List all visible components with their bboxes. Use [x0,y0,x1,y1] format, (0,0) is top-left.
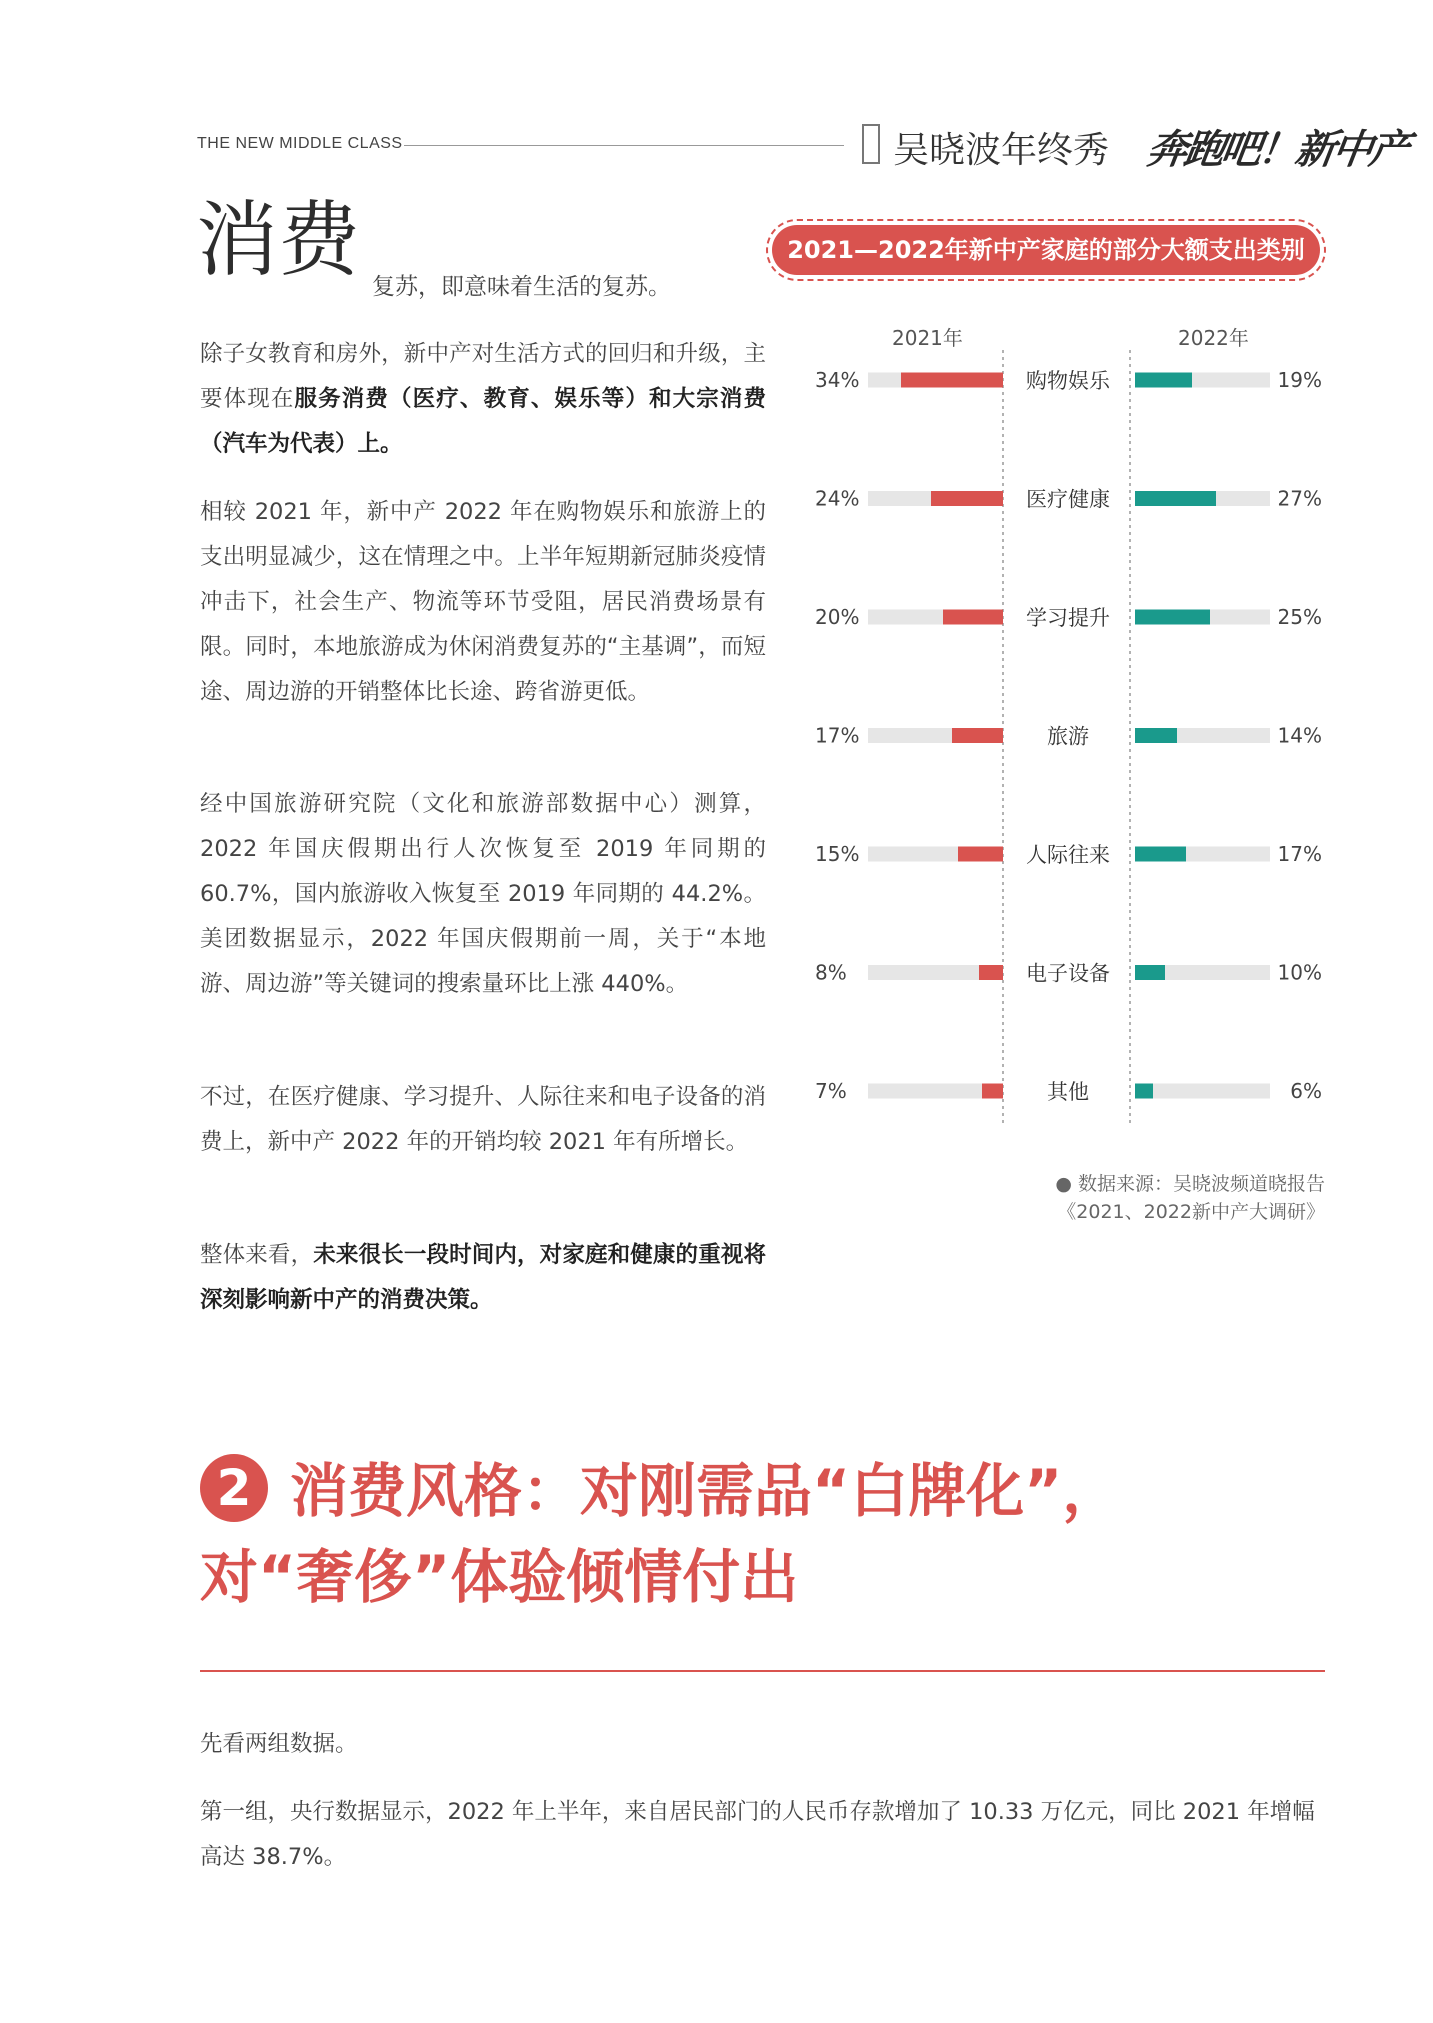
category-label: 医疗健康 [1026,487,1110,512]
source-bullet-icon: ● [1055,1173,1078,1195]
bar-2022 [1135,1084,1153,1099]
bar-2022 [1135,965,1165,980]
bar-2021 [931,491,1003,506]
header-divider [404,145,844,146]
bar-2021 [901,373,1003,388]
bar-2021 [979,965,1003,980]
bar-chart [800,345,1330,1125]
paragraph-6: 先看两组数据。 [200,1731,358,1757]
category-label: 旅游 [1047,724,1089,749]
section-heading-line-2: 对“奢侈”体验倾情付出 [200,1543,799,1611]
bar-2021 [958,847,1003,862]
legend-2021: 2021年 [892,326,963,350]
paragraph-5-text: 整体来看， [200,1242,314,1268]
value-label-2021: 17% [815,723,860,748]
header-label: THE NEW MIDDLE CLASS [197,135,403,152]
bar-2022 [1135,610,1210,625]
source-line-2: 《2021、2022新中产大调研》 [1057,1201,1325,1223]
bar-2021 [982,1084,1003,1099]
category-label: 学习提升 [1026,606,1110,630]
category-label: 电子设备 [1026,961,1110,986]
value-label-2022: 17% [1277,842,1322,866]
bar-2021 [952,728,1003,743]
chart-title: 2021—2022年新中产家庭的部分大额支出类别 [772,225,1320,275]
value-label-2021: 15% [815,842,860,866]
chart-source [1010,1170,1325,1226]
paragraph-4: 不过，在医疗健康、学习提升、人际往来和电子设备的消费上，新中产 2022 年的开销均较 2021 年有所增长。 [200,1084,766,1155]
bar-2022 [1135,728,1177,743]
intro-big-word: 消费 [196,193,361,288]
value-label-2022: 19% [1277,368,1322,392]
paragraph-1-text: 除子女教育和房外，新中产对生活方式的回归和升级，主要体现在 [200,341,766,412]
paragraph-1 [200,332,766,467]
value-label-2022: 25% [1277,605,1322,629]
header-logo: 奔跑吧！新中产 [1144,126,1410,173]
header-seal-icon [862,124,880,164]
value-label-2021: 20% [815,605,860,629]
category-label: 其他 [1047,1080,1089,1104]
header-title: 吴晓波年终秀 [893,130,1110,171]
bar-2021 [943,610,1003,625]
paragraph-7: 第一组，央行数据显示，2022 年上半年，来自居民部门的人民币存款增加了 10.33 万亿元，同比 2021 年增幅高达 38.7%。 [200,1799,1315,1870]
value-label-2022: 10% [1277,960,1322,985]
category-label: 人际往来 [1026,843,1110,867]
paragraph-3: 经中国旅游研究院（文化和旅游部数据中心）测算，2022 年国庆假期出行人次恢复至 2019 年同期的 60.7%，国内旅游收入恢复至 2019 年同期的 44.2%。美团数据显示，2022 年国庆假期前一周，关于“本地游、周边游”等关键词的搜索量环比上涨 440%。 [200,791,766,997]
value-label-2022: 27% [1277,486,1322,511]
section-heading [200,1448,1320,1620]
legend-2022: 2022年 [1178,326,1249,350]
source-line-1: 数据来源：吴晓波频道晓报告 [1077,1173,1325,1195]
value-label-2022: 14% [1277,723,1322,748]
value-label-2021: 24% [815,486,860,511]
bar-2022 [1135,373,1192,388]
category-label: 购物娱乐 [1026,369,1110,393]
bar-2022 [1135,847,1186,862]
track-2022 [1135,1084,1270,1099]
paragraph-5-bold: 未来很长一段时间内，对家庭和健康的重视将深刻影响新中产的消费决策。 [200,1242,766,1313]
section-number-badge: 2 [200,1454,268,1522]
value-label-2021: 34% [815,368,860,392]
paragraph-1-bold: 服务消费（医疗、教育、娱乐等）和大宗消费（汽车为代表）上。 [200,386,766,457]
intro-rest: 复苏，即意味着生活的复苏。 [372,274,671,300]
value-label-2021: 8% [815,960,847,985]
paragraph-5 [200,1233,766,1323]
section-divider [200,1670,1325,1672]
bar-2022 [1135,491,1216,506]
value-label-2022: 6% [1290,1079,1322,1103]
section-heading-line-1: 消费风格：对刚需品“白牌化”， [290,1457,1121,1525]
paragraph-2: 相较 2021 年，新中产 2022 年在购物娱乐和旅游上的支出明显减少，这在情理之中。上半年短期新冠肺炎疫情冲击下，社会生产、物流等环节受阻，居民消费场景有限。同时，本地旅游成为休闲消费复苏的“主基调”，而短途、周边游的开销整体比长途、跨省游更低。 [200,499,766,705]
value-label-2021: 7% [815,1079,847,1103]
